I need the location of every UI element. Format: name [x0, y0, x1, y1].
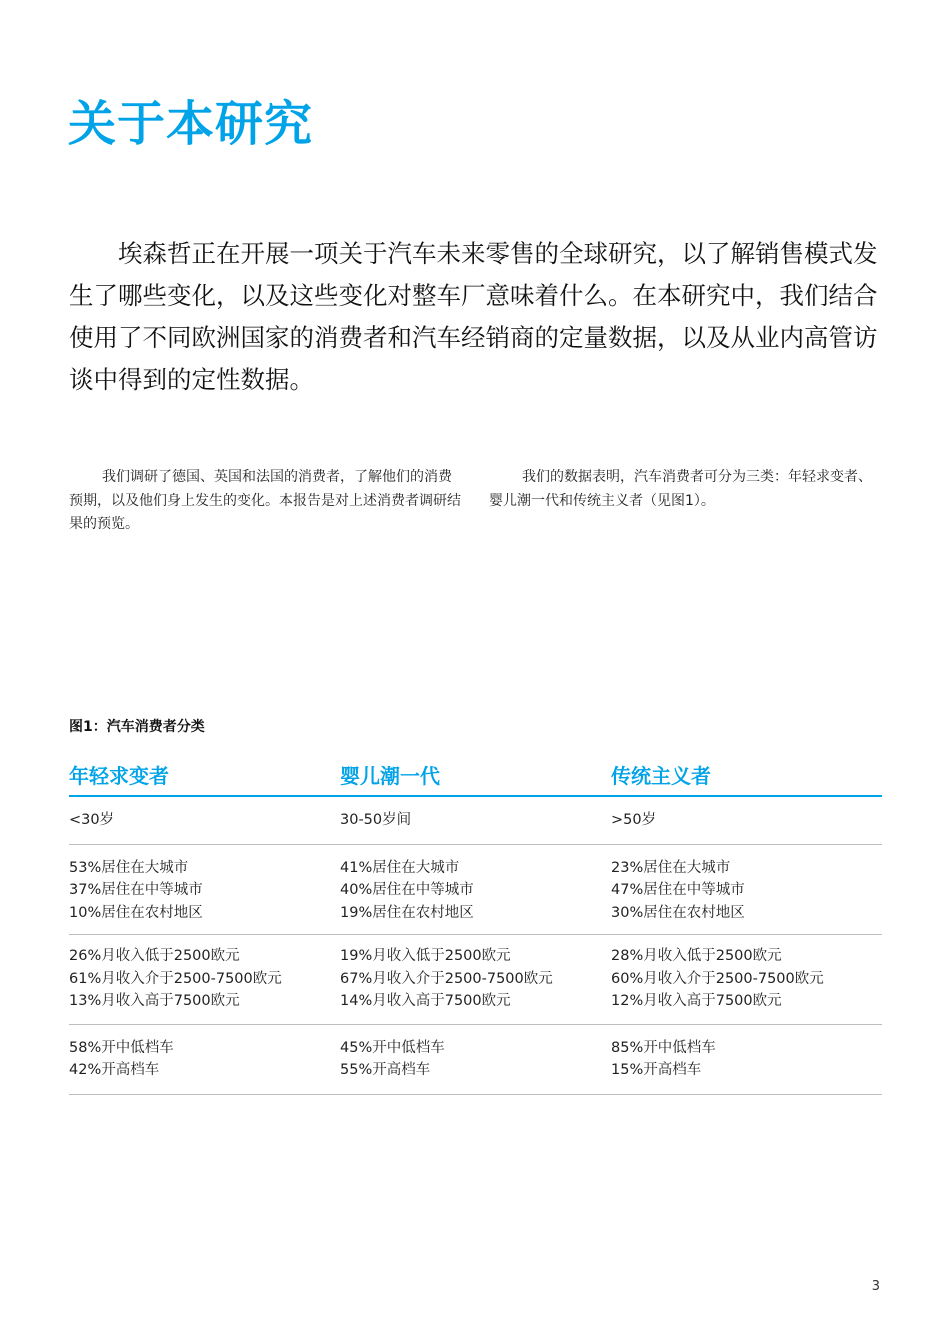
table-row-age [69, 796, 882, 844]
cell-line: 41%居住在大城市 [340, 859, 460, 876]
table-header-row [69, 756, 882, 796]
page-number: 3 [871, 1279, 880, 1294]
cell-line: 55%开高档车 [340, 1062, 431, 1078]
right-column-paragraph: 我们的数据表明，汽车消费者可分为三类：年轻求变者、婴儿潮一代和传统主义者（见图1）。 [489, 469, 872, 509]
column-header-traditionalists: 传统主义者 [611, 756, 882, 796]
cell-line: 19%居住在农村地区 [340, 904, 474, 921]
cell-line: 10%居住在农村地区 [69, 904, 203, 921]
table-row-city [69, 844, 882, 935]
page-title: 关于本研究 [68, 96, 314, 152]
table-row-income [69, 935, 882, 1025]
cell-line: 15%开高档车 [611, 1062, 702, 1078]
figure-caption: 图1：汽车消费者分类 [69, 719, 205, 735]
intro-paragraph: 埃森哲正在开展一项关于汽车未来零售的全球研究，以了解销售模式发生了哪些变化，以及这些变化对整车厂意味着什么。在本研究中，我们结合使用了不同欧洲国家的消费者和汽车经销商的定量数据，以及从业内高管访谈中得到的定性数据。 [69, 239, 878, 394]
cell-line: 47%居住在中等城市 [611, 882, 745, 898]
cell-line: <30岁 [69, 812, 115, 828]
cell-line: 40%居住在中等城市 [340, 882, 474, 898]
cell-line: 28%月收入低于2500欧元 [611, 948, 782, 964]
cell-line: 61%月收入介于2500-7500欧元 [69, 970, 282, 987]
cell-line: 67%月收入介于2500-7500欧元 [340, 970, 553, 987]
cell-line: 85%开中低档车 [611, 1039, 716, 1056]
cell-line: 45%开中低档车 [340, 1039, 445, 1056]
table-cell [611, 844, 882, 935]
table-row-car [69, 1024, 882, 1094]
table-cell [340, 935, 611, 1025]
table-cell [69, 844, 340, 935]
cell-line: 30-50岁间 [340, 812, 412, 828]
table-cell [611, 1024, 882, 1094]
table-cell [340, 1024, 611, 1094]
cell-line: 19%月收入低于2500欧元 [340, 948, 511, 964]
cell-line: 30%居住在农村地区 [611, 904, 745, 921]
cell-line: 14%月收入高于7500欧元 [340, 993, 511, 1009]
cell-line: 13%月收入高于7500欧元 [69, 993, 240, 1009]
cell-line: 53%居住在大城市 [69, 859, 189, 876]
table-cell [611, 935, 882, 1025]
cell-line: 42%开高档车 [69, 1062, 160, 1078]
consumer-segment-table [69, 756, 882, 1095]
cell-line: 37%居住在中等城市 [69, 882, 203, 898]
table-cell [69, 1024, 340, 1094]
cell-line: >50岁 [611, 812, 657, 828]
column-header-young-changers: 年轻求变者 [69, 756, 340, 796]
table-cell [69, 935, 340, 1025]
table-cell [611, 796, 882, 844]
cell-line: 12%月收入高于7500欧元 [611, 993, 782, 1009]
cell-line: 23%居住在大城市 [611, 859, 731, 876]
cell-line: 58%开中低档车 [69, 1039, 174, 1056]
table-cell [340, 844, 611, 935]
cell-line: 26%月收入低于2500欧元 [69, 948, 240, 964]
table-cell [69, 796, 340, 844]
cell-line: 60%月收入介于2500-7500欧元 [611, 970, 824, 987]
column-header-baby-boomers: 婴儿潮一代 [340, 756, 611, 796]
table-cell [340, 796, 611, 844]
left-column-paragraph: 我们调研了德国、英国和法国的消费者，了解他们的消费预期，以及他们身上发生的变化。本报告是对上述消费者调研结果的预览。 [69, 469, 461, 532]
